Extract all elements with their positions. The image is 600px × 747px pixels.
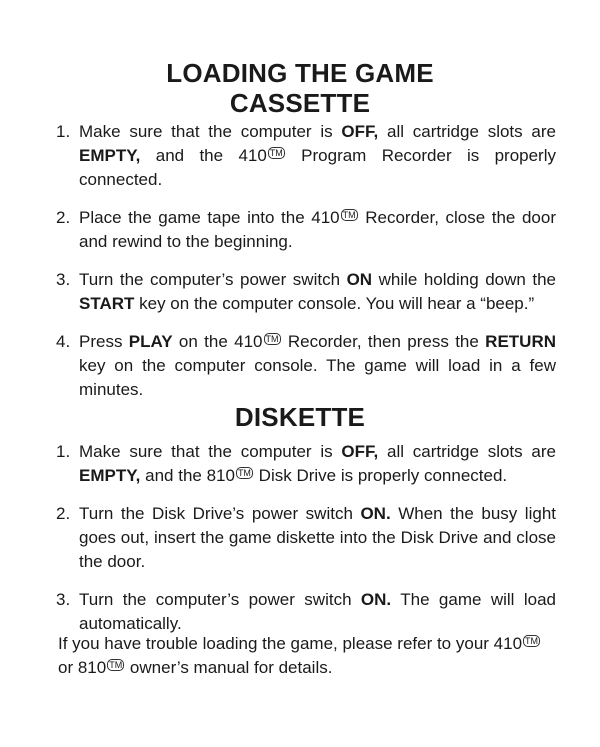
trademark-symbol: TM <box>269 148 283 158</box>
step-emphasis: ON. <box>360 504 391 523</box>
step-text: and the 810 <box>140 466 235 485</box>
step-number: 4. <box>56 332 71 351</box>
troubleshooting-note <box>58 632 558 680</box>
cassette-step-4 <box>56 330 556 402</box>
diskette-step-1 <box>56 440 556 488</box>
step-emphasis: EMPTY, <box>79 466 141 485</box>
trademark-symbol: TM <box>342 210 356 220</box>
step-text: Turn the computer’s power switch <box>79 270 347 289</box>
step-emphasis: EMPTY, <box>79 146 141 165</box>
step-text: Turn the computer’s power switch <box>79 590 361 609</box>
step-emphasis: OFF, <box>341 122 379 141</box>
step-emphasis: ON. <box>360 590 392 609</box>
cassette-steps-list <box>56 120 556 416</box>
step-number: 2. <box>56 504 71 523</box>
diskette-steps-list <box>56 440 556 650</box>
step-text: Place the game tape into the 410 <box>79 208 340 227</box>
step-text: Recorder, then press the <box>281 332 486 351</box>
diskette-heading: DISKETTE <box>234 402 366 432</box>
trademark-symbol: TM <box>237 468 251 478</box>
step-emphasis: ON <box>346 270 373 289</box>
step-text: When the busy light goes out, insert the game diskette into the Disk Drive and close the door. <box>79 504 556 571</box>
step-text: Program Recorder is properly connected. <box>79 146 556 189</box>
note-text: owner’s manual for details. <box>125 658 333 677</box>
step-text: Recorder, close the door and rewind to the beginning. <box>79 208 556 251</box>
step-text: Make sure that the computer is <box>79 122 342 141</box>
step-text: key on the computer console. The game will load in a few minutes. <box>79 356 556 399</box>
trademark-symbol: TM <box>525 636 539 646</box>
cassette-heading-line2: CASSETTE <box>229 88 371 118</box>
cassette-heading-line1: LOADING THE GAME <box>166 58 434 88</box>
cassette-step-3 <box>56 268 556 316</box>
trademark-symbol: TM <box>265 334 279 344</box>
step-text: key on the computer console. You will hear a “beep.” <box>134 294 535 313</box>
step-number: 1. <box>56 442 71 461</box>
step-text: The game will load automatically. <box>79 590 556 633</box>
cassette-step-1 <box>56 120 556 192</box>
cassette-step-2 <box>56 206 556 254</box>
note-text: If you have trouble loading the game, please refer to your 410 <box>58 634 523 653</box>
cassette-heading <box>0 58 600 118</box>
step-number: 2. <box>56 208 71 227</box>
step-text: Press <box>79 332 129 351</box>
note-text: or 810 <box>58 658 107 677</box>
step-emphasis: RETURN <box>485 332 557 351</box>
step-text: on the 410 <box>172 332 263 351</box>
step-number: 1. <box>56 122 71 141</box>
step-number: 3. <box>56 590 71 609</box>
step-text: Disk Drive is properly connected. <box>253 466 508 485</box>
step-emphasis: START <box>79 294 135 313</box>
trademark-symbol: TM <box>109 660 123 670</box>
step-text: Make sure that the computer is <box>79 442 342 461</box>
step-number: 3. <box>56 270 71 289</box>
step-text: and the 410 <box>140 146 267 165</box>
step-text: all cartridge slots are <box>378 442 556 461</box>
step-text: while holding down the <box>372 270 556 289</box>
step-text: all cartridge slots are <box>378 122 556 141</box>
step-emphasis: OFF, <box>341 442 379 461</box>
step-text: Turn the Disk Drive’s power switch <box>79 504 361 523</box>
diskette-step-2 <box>56 502 556 574</box>
step-emphasis: PLAY <box>128 332 173 351</box>
diskette-step-3 <box>56 588 556 636</box>
